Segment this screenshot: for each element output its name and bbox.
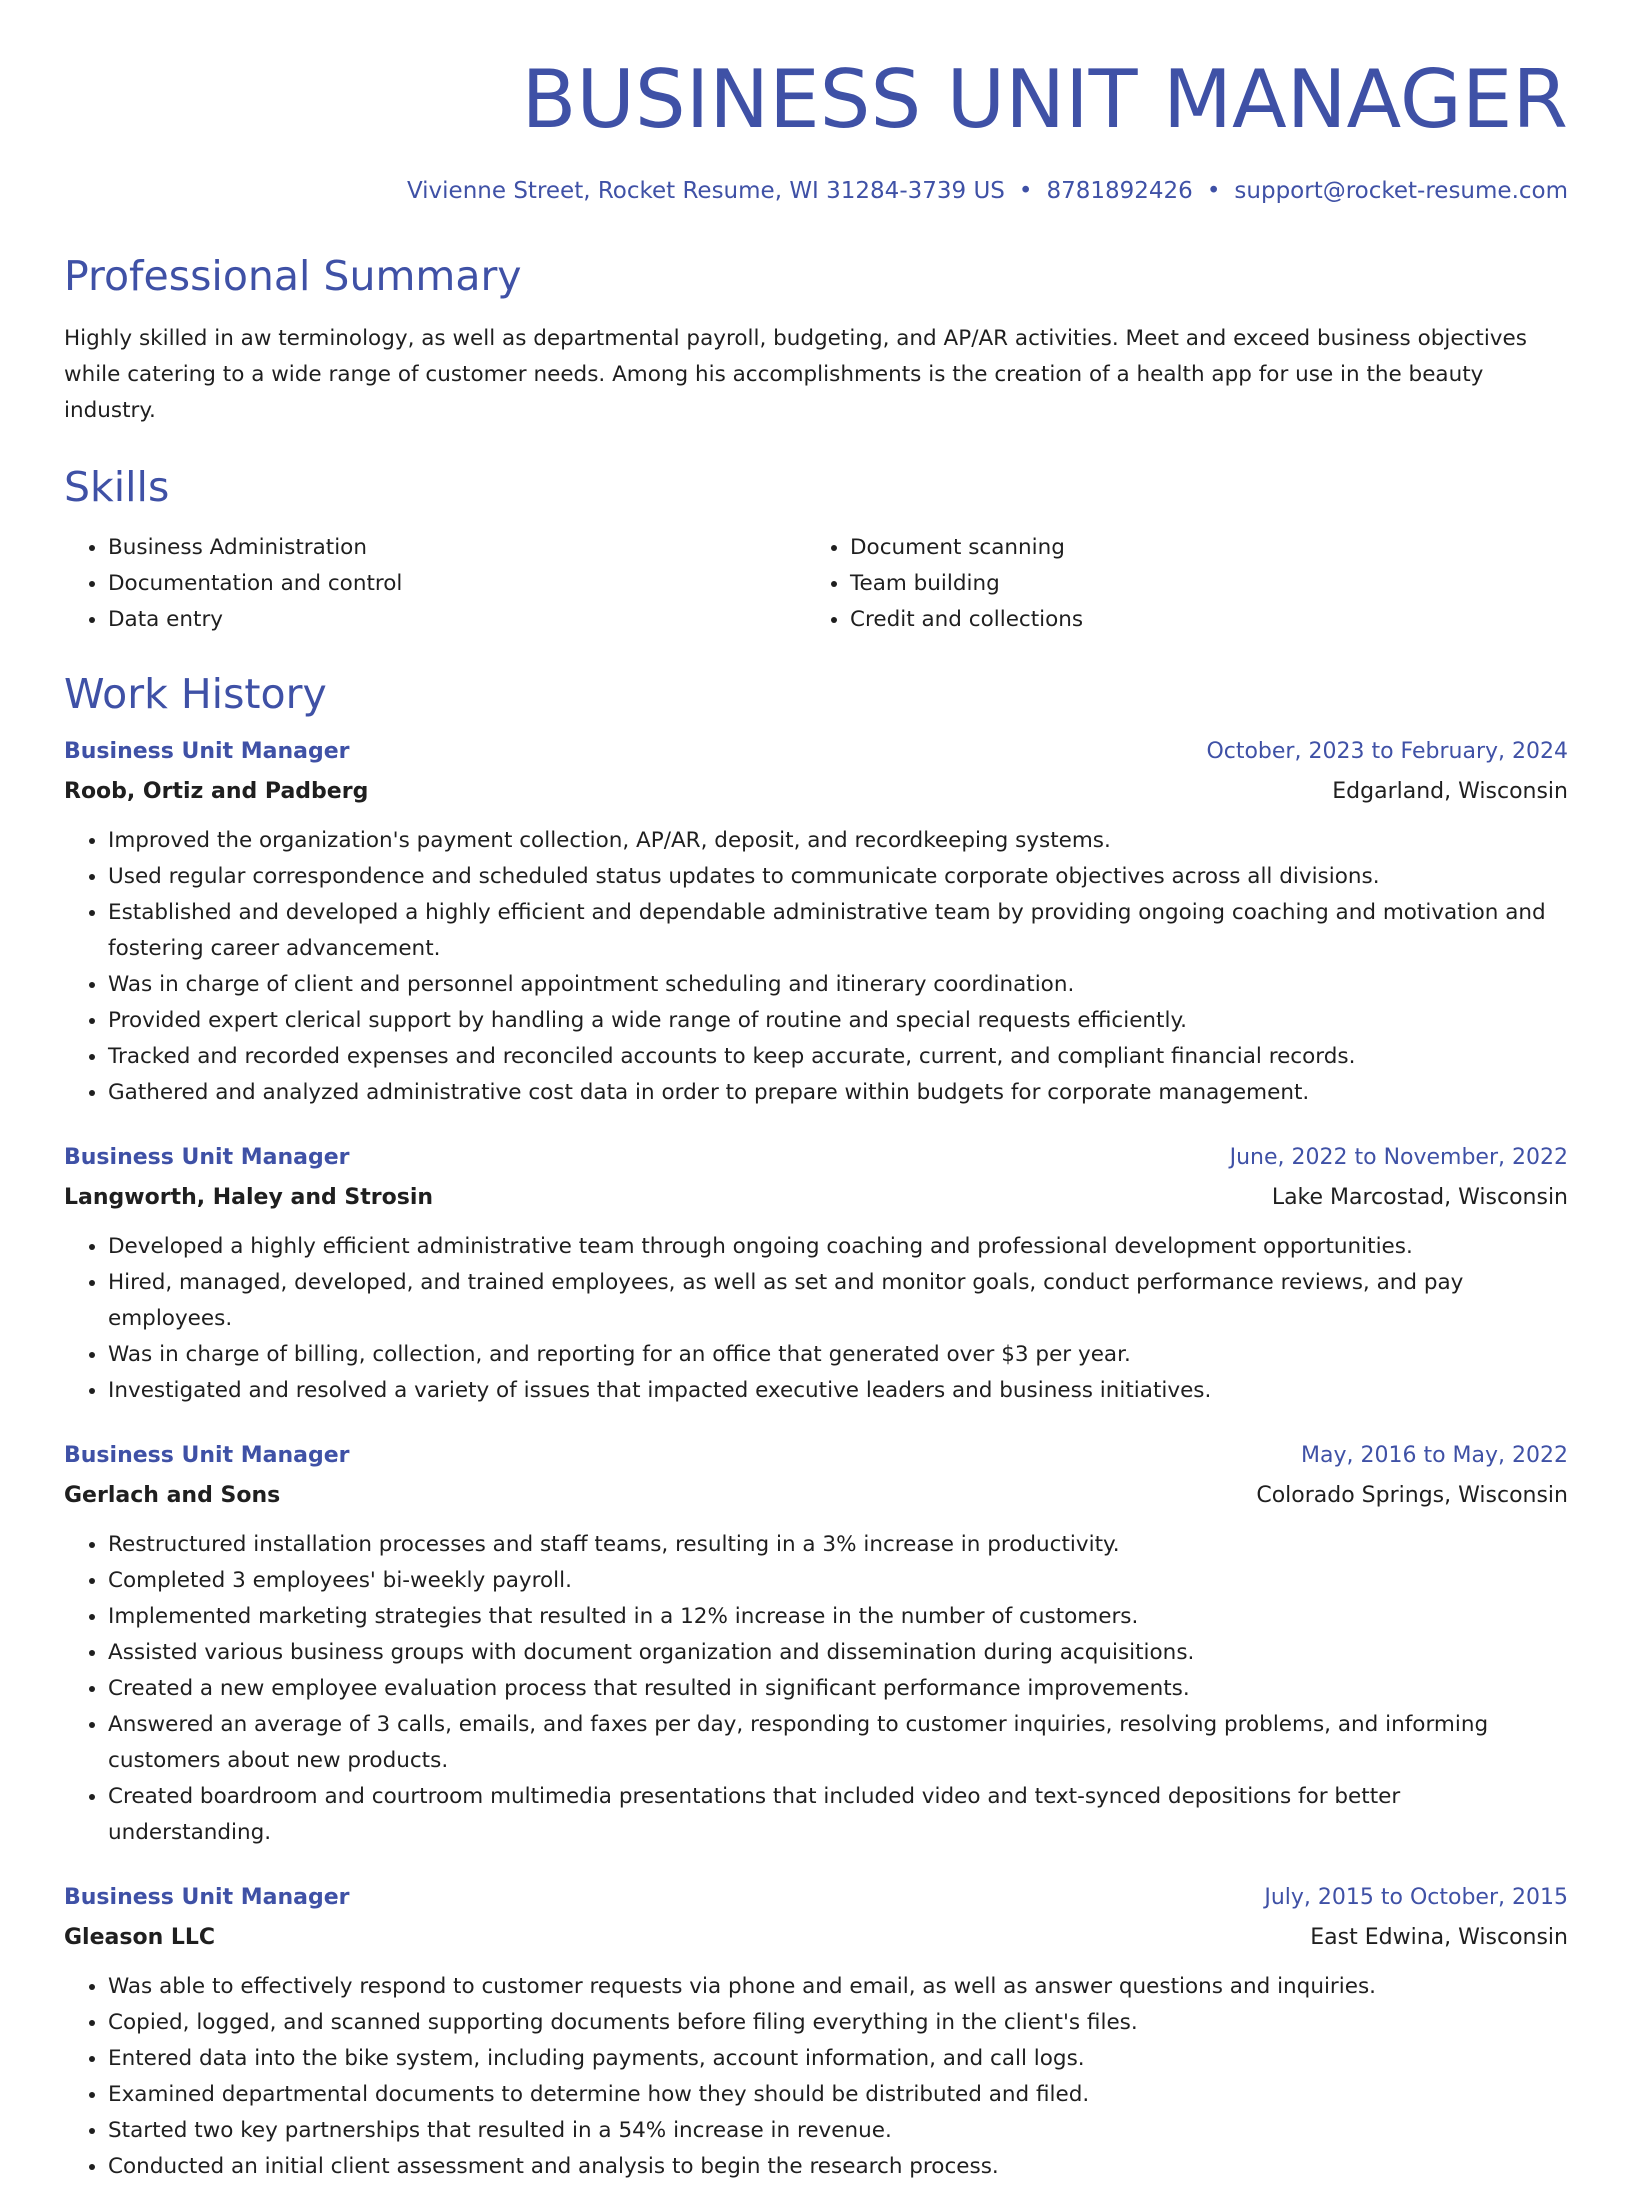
job-bullet: • Created boardroom and courtroom multimedia presentations that included video and text-synced depositions for better understanding.	[108, 1779, 1568, 1851]
job-header-row	[64, 739, 1568, 769]
job-bullet: • Created a new employee evaluation process that resulted in significant performance improvements.	[108, 1671, 1568, 1707]
job-bullet: • Started two key partnerships that resulted in a 54% increase in revenue.	[108, 2113, 1568, 2149]
job-bullet: • Used regular correspondence and scheduled status updates to communicate corporate objectives across all divisions.	[108, 859, 1568, 895]
job-entry	[64, 1145, 1568, 1409]
job-location: Colorado Springs, Wisconsin	[1256, 1483, 1568, 1508]
job-bullet: • Answered an average of 3 calls, emails, and faxes per day, responding to customer inquiries, resolving problems, and informing customers about new products.	[108, 1707, 1568, 1779]
job-header-row	[64, 1443, 1568, 1473]
skill-item: • Credit and collections	[850, 602, 1548, 638]
skills-list-right	[806, 530, 1548, 638]
job-bullet: • Entered data into the bike system, including payments, account information, and call logs.	[108, 2041, 1568, 2077]
job-bullet: • Conducted an initial client assessment and analysis to begin the research process.	[108, 2149, 1568, 2185]
job-company-row	[64, 1185, 1568, 1215]
contact-line	[64, 178, 1568, 204]
job-bullet: • Hired, managed, developed, and trained employees, as well as set and monitor goals, conduct performance reviews, and pay employees.	[108, 1265, 1568, 1337]
job-dates: May, 2016 to May, 2022	[1301, 1443, 1568, 1468]
job-bullet: • Gathered and analyzed administrative cost data in order to prepare within budgets for corporate management.	[108, 1075, 1568, 1111]
skills-columns	[64, 530, 1568, 638]
job-spacer	[64, 1409, 1568, 1443]
job-role: Business Unit Manager	[64, 1145, 350, 1170]
job-bullet: • Investigated and resolved a variety of issues that impacted executive leaders and business initiatives.	[108, 1373, 1568, 1409]
job-company-row	[64, 779, 1568, 809]
job-bullet: • Provided expert clerical support by handling a wide range of routine and special requests efficiently.	[108, 1003, 1568, 1039]
skill-item: • Documentation and control	[108, 566, 806, 602]
job-header-row	[64, 1885, 1568, 1915]
resume-title: BUSINESS UNIT MANAGER	[521, 53, 1568, 146]
job-role: Business Unit Manager	[64, 1885, 350, 1910]
job-bullet: • Assisted various business groups with document organization and dissemination during acquisitions.	[108, 1635, 1568, 1671]
job-company: Gerlach and Sons	[64, 1483, 281, 1508]
job-header-row	[64, 1145, 1568, 1175]
skill-item: • Data entry	[108, 602, 806, 638]
job-company: Gleason LLC	[64, 1925, 216, 1950]
job-bullet-list	[64, 1527, 1568, 1851]
job-bullet-list	[64, 823, 1568, 1111]
work-history-list	[64, 739, 1568, 2185]
job-dates: July, 2015 to October, 2015	[1264, 1885, 1568, 1910]
contact-phone: 8781892426	[1046, 178, 1193, 204]
job-bullet-list	[64, 1229, 1568, 1409]
work-history-heading: Work History	[64, 670, 327, 718]
job-location: Edgarland, Wisconsin	[1332, 779, 1568, 804]
job-bullet: • Restructured installation processes and staff teams, resulting in a 3% increase in productivity.	[108, 1527, 1568, 1563]
job-entry	[64, 1885, 1568, 2185]
job-dates: October, 2023 to February, 2024	[1206, 739, 1568, 764]
summary-text: Highly skilled in aw terminology, as well as departmental payroll, budgeting, and AP/AR activities. Meet and exceed business objectives while catering to a wide range of customer needs. Among his accomplishments is the creation of a health app for use in the beauty industry.	[64, 326, 1527, 423]
job-bullet: • Was in charge of client and personnel appointment scheduling and itinerary coordination.	[108, 967, 1568, 1003]
job-bullet: • Tracked and recorded expenses and reconciled accounts to keep accurate, current, and compliant financial records.	[108, 1039, 1568, 1075]
job-bullet: • Developed a highly efficient administrative team through ongoing coaching and professional development opportunities.	[108, 1229, 1568, 1265]
job-dates: June, 2022 to November, 2022	[1229, 1145, 1568, 1170]
job-location: Lake Marcostad, Wisconsin	[1271, 1185, 1568, 1210]
resume-page	[64, 0, 1568, 2185]
job-bullet: • Established and developed a highly efficient and dependable administrative team by providing ongoing coaching and motivation and fostering career advancement.	[108, 895, 1568, 967]
job-company-row	[64, 1925, 1568, 1955]
summary-heading: Professional Summary	[64, 252, 522, 300]
skill-item: • Document scanning	[850, 530, 1548, 566]
job-role: Business Unit Manager	[64, 739, 350, 764]
skills-list-left	[64, 530, 806, 638]
job-bullet: • Completed 3 employees' bi-weekly payroll.	[108, 1563, 1568, 1599]
job-bullet: • Implemented marketing strategies that resulted in a 12% increase in the number of customers.	[108, 1599, 1568, 1635]
job-bullet: • Was able to effectively respond to customer requests via phone and email, as well as answer questions and inquiries.	[108, 1969, 1568, 2005]
job-entry	[64, 1443, 1568, 1851]
job-company-row	[64, 1483, 1568, 1513]
job-bullet: • Was in charge of billing, collection, and reporting for an office that generated over $3 per year.	[108, 1337, 1568, 1373]
skills-heading: Skills	[64, 463, 170, 511]
job-company: Langworth, Haley and Strosin	[64, 1185, 434, 1210]
skill-item: • Team building	[850, 566, 1548, 602]
job-bullet: • Improved the organization's payment collection, AP/AR, deposit, and recordkeeping systems.	[108, 823, 1568, 859]
contact-separator: •	[1018, 178, 1033, 204]
job-location: East Edwina, Wisconsin	[1310, 1925, 1568, 1950]
job-bullet: • Copied, logged, and scanned supporting documents before filing everything in the client's files.	[108, 2005, 1568, 2041]
job-company: Roob, Ortiz and Padberg	[64, 779, 369, 804]
contact-separator: •	[1206, 178, 1221, 204]
job-bullet: • Examined departmental documents to determine how they should be distributed and filed.	[108, 2077, 1568, 2113]
contact-email[interactable]: support@rocket-resume.com	[1234, 178, 1568, 204]
job-spacer	[64, 1851, 1568, 1885]
job-bullet-list	[64, 1969, 1568, 2185]
job-role: Business Unit Manager	[64, 1443, 350, 1468]
contact-address: Vivienne Street, Rocket Resume, WI 31284-3739 US	[406, 178, 1005, 204]
job-spacer	[64, 1111, 1568, 1145]
job-entry	[64, 739, 1568, 1111]
skill-item: • Business Administration	[108, 530, 806, 566]
